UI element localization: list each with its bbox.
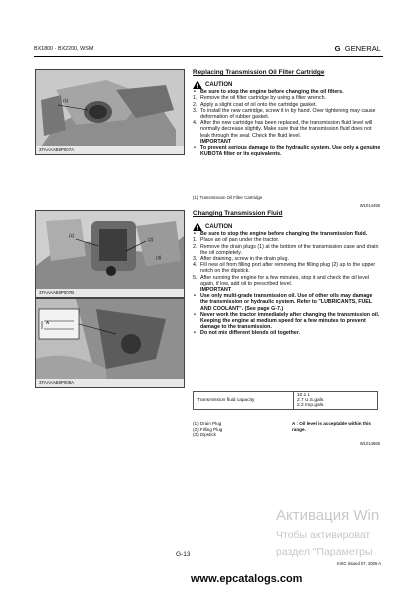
step-item: 3. To install the new cartridge, screw it in by hand. Over tightening may cause deformation of rubber gasket.	[193, 107, 376, 121]
step-item: 3. After draining, screw in the drain plug.	[193, 256, 289, 263]
caution-item: • Be sure to stop the engine before changing the transmission fluid.	[200, 231, 381, 237]
section-title-fluid: Changing Transmission Fluid	[193, 210, 283, 217]
range-note-text: Oil level is acceptable within this range.	[292, 421, 371, 432]
important-list	[193, 145, 381, 157]
warning-triangle-icon	[193, 81, 202, 89]
dipstick-illustration	[36, 299, 184, 387]
important-label: IMPORTANT	[200, 138, 232, 145]
range-note-label: A :	[292, 421, 298, 426]
watermark-line2: Чтобы активироват	[276, 529, 371, 541]
caution-label: CAUTION	[205, 224, 233, 231]
capacity-liters: 10.1 L	[297, 393, 311, 398]
section-change-fluid	[193, 211, 381, 337]
important-label: IMPORTANT	[200, 287, 232, 294]
section-letter: G	[334, 44, 341, 53]
important-item: • Do not mix different blends oil together.	[200, 330, 381, 336]
section-replace-filter	[193, 70, 381, 157]
callout-1: (1)	[69, 233, 75, 238]
figure-code: 3TAAAAB8P007A	[39, 147, 75, 152]
steps-list	[193, 237, 381, 287]
callout-1: (1)	[63, 98, 69, 103]
step-item: 1. Place an oil pan under the tractor.	[193, 237, 280, 244]
important-item: • Use only multi-grade transmission oil. Use of other oils may damage the transmission or hydraulic system. Refer to "LUBRICANTS, FUEL AND COOLANT". (See page G-7.)	[200, 293, 381, 312]
legend-item: (1) Drain Plug	[193, 421, 222, 426]
steps-list	[193, 95, 381, 138]
table-row	[194, 392, 378, 410]
site-watermark: www.epcatalogs.com	[191, 573, 303, 585]
reference-code: W1014458	[359, 203, 380, 208]
watermark-line3: раздел "Параметры	[276, 546, 373, 558]
figure-oil-filter	[35, 69, 185, 155]
capacity-imp-gals: 2.2 Imp.gals.	[297, 403, 325, 408]
step-item: 2. Apply a slight coat of oil onto the cartridge gasket.	[193, 101, 317, 108]
table-cell-label: Transmission fluid capacity	[194, 392, 294, 410]
legend-item: (2) Filling Plug	[193, 426, 223, 432]
step-item: 2. Remove the drain plugs (1) at the bottom of the transmission case and drain the oil completely.	[193, 243, 379, 256]
transmission-illustration	[36, 211, 184, 297]
watermark-line1: Активация Win	[276, 507, 380, 524]
section-heading	[335, 44, 381, 53]
figure-code: 3TAAAAB8P007B	[39, 290, 75, 295]
issue-note: KiSC issued 07, 2006 A	[337, 561, 381, 566]
table-cell-values	[294, 392, 378, 410]
range-note	[292, 421, 380, 432]
important-item: • To prevent serious damage to the hydraulic system. Use only a genuine KUBOTA filter or its equivalents.	[200, 145, 381, 157]
page-number: G-13	[176, 551, 191, 558]
section-title-filter: Replacing Transmission Oil Filter Cartridge	[193, 69, 325, 76]
warning-triangle-icon	[193, 223, 202, 231]
figure-dipstick	[35, 298, 185, 388]
reference-code: W1014665	[359, 441, 380, 446]
step-item: 4. After the new cartridge has been replaced, the transmission fluid level will normally decrease slightly. Make sure that the transmission fluid does not leak through the seal. Check the fluid level.	[193, 120, 373, 139]
caution-block	[193, 223, 381, 231]
step-item: 1. Remove the oil filter cartridge by using a filter wrench.	[193, 95, 327, 102]
caution-block	[193, 81, 381, 89]
capacity-us-gals: 2.7 U.S.gals.	[297, 398, 325, 403]
capacity-table	[193, 391, 378, 410]
figure-code: 3TAAAAB8P008A	[39, 380, 75, 385]
caution-label: CAUTION	[205, 82, 233, 89]
step-item: 4. Fill new oil from filling port after removing the filling plug (2) up to the upper notch on the dipstick.	[193, 262, 376, 275]
step-item: 5. After running the engine for a few minutes, stop it and check the oil level again, if low, add oil to prescribed level.	[193, 274, 370, 287]
range-label-a: A	[46, 320, 50, 325]
parts-legend	[193, 421, 222, 438]
caution-item: • Be sure to stop the engine before changing the oil filters.	[200, 89, 381, 95]
legend-item: (3) Dipstick	[193, 432, 216, 438]
oil-filter-illustration	[36, 70, 184, 154]
figure-drain-plugs	[35, 210, 185, 298]
callout-3: (3)	[156, 255, 162, 260]
manual-model: BX1800 · BX2200, WSM	[34, 46, 94, 52]
important-list	[193, 293, 381, 336]
figure1-caption: (1) Transmission Oil Filter Cartridge	[193, 195, 263, 200]
important-item: • Never work the tractor immediately after changing the transmission oil. Keeping the engine at medium speed for a few minutes to prevent damage to the transmission.	[200, 312, 381, 331]
section-title: GENERAL	[344, 44, 381, 53]
header-rule	[34, 56, 383, 57]
callout-2: (2)	[148, 237, 154, 242]
